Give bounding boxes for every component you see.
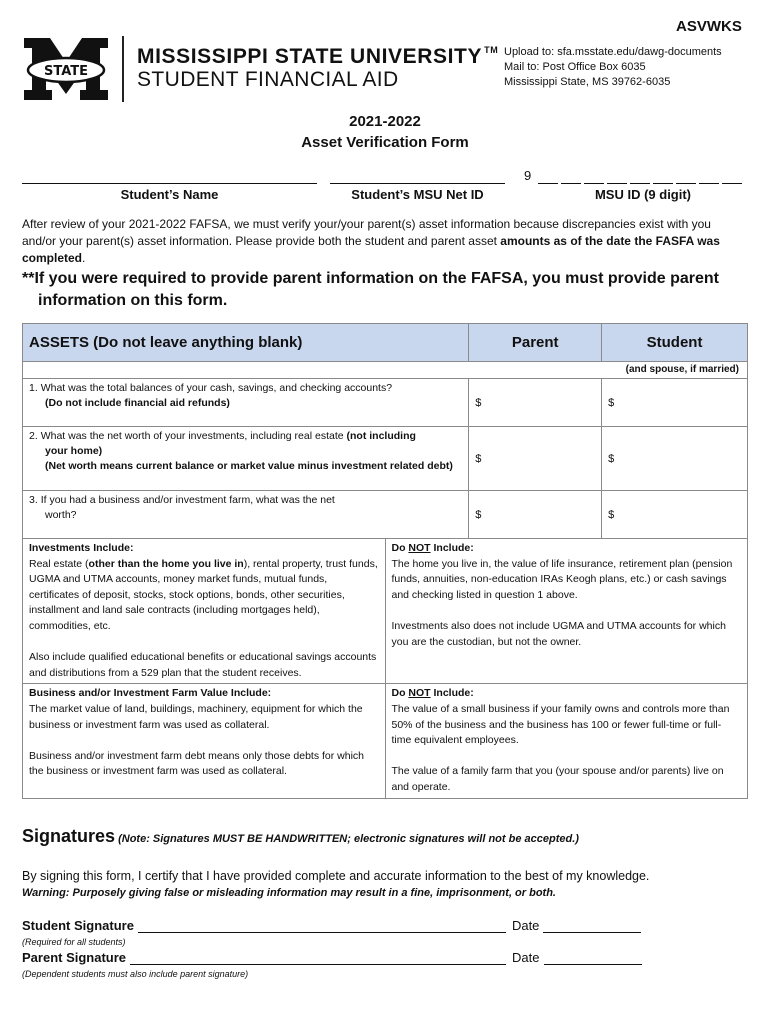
guidance-table — [22, 538, 748, 799]
student-name-label: Student’s Name — [120, 187, 219, 202]
net-id-label: Student’s MSU Net ID — [351, 187, 484, 202]
student-column-header: Student — [602, 324, 748, 362]
q2-student-amount[interactable]: $ — [602, 427, 748, 491]
logo-state-text: STATE — [43, 64, 89, 79]
parent-date-field[interactable] — [544, 951, 642, 965]
question-3: 3. If you had a business and/or investment farm, what was the net worth? — [23, 491, 469, 539]
student-date-label: Date — [511, 918, 540, 933]
student-date-field[interactable] — [543, 919, 641, 933]
assets-header: ASSETS (Do not leave anything blank) — [23, 324, 469, 362]
address-upload: Upload to: sfa.msstate.edu/dawg-documents — [504, 46, 722, 58]
business-exclude-cell: Do NOT Include: The value of a small business if your family owns and controls more than 50% of the business and the business has 100 or fewer full-time or full-time equivalent employees. The value of a family farm that you (your spouse and/or parents) live on and operate. — [385, 684, 748, 798]
q1-student-amount[interactable]: $ — [602, 379, 748, 427]
investments-exclude-cell: Do NOT Include: The home you live in, the value of life insurance, retirement plan (pension funds, annuities, non-education IRAs Keogh plans, etc.) or cash savings and checking listed in question 1 above. Investments also does not include UGMA and UTMA accounts for which you are the custodian, but not the owner. — [385, 539, 748, 684]
msu-id-prefix: 9 — [524, 168, 532, 183]
parent-date-label: Date — [512, 950, 540, 965]
parent-signature-field[interactable] — [130, 951, 506, 965]
msu-id-label: MSU ID (9 digit) — [594, 187, 692, 202]
q2-parent-amount[interactable]: $ — [469, 427, 602, 491]
form-code: ASVWKS — [676, 18, 742, 35]
intro-paragraph: After review of your 2021-2022 FAFSA, we must verify your/your parent(s) asset information because discrepancies exist with you and/or your parent(s) asset information. Please provide both the student and parent asset amounts as of the date the FASFA was completed. — [22, 217, 720, 265]
parent-info-notice: **If you were required to provide parent information on the FAFSA, you must provide parent information on this form. — [22, 270, 719, 309]
parent-signature-row — [22, 950, 642, 965]
signatures-note: (Note: Signatures MUST BE HANDWRITTEN; electronic signatures will not be accepted.) — [115, 833, 579, 845]
assets-table — [22, 323, 748, 539]
signatures-heading: Signatures (Note: Signatures MUST BE HANDWRITTEN; electronic signatures will not be accepted.) — [22, 826, 579, 846]
business-include-cell: Business and/or Investment Farm Value Include: The market value of land, buildings, machinery, equipment for which the business or investment farm was used as collateral. Business and/or investment farm debt means only those debts for which the business or investment farm was used as collateral. — [23, 684, 386, 798]
q1-parent-amount[interactable]: $ — [469, 379, 602, 427]
form-year: 2021-2022 — [349, 113, 421, 130]
warning-text: Warning: Purposely giving false or misleading information may result in a fine, imprisonment, or both. — [22, 887, 556, 899]
address-mail: Mail to: Post Office Box 6035 — [504, 61, 646, 73]
trademark: TM — [484, 44, 499, 55]
parent-signature-label: Parent Signature — [22, 950, 127, 965]
q3-student-amount[interactable]: $ — [602, 491, 748, 539]
form-title: Asset Verification Form — [301, 134, 469, 151]
logo-divider — [122, 36, 124, 102]
certification-text: By signing this form, I certify that I have provided complete and accurate information to the best of my knowledge. — [22, 869, 650, 883]
student-signature-row — [22, 918, 641, 933]
address-city: Mississippi State, MS 39762-6035 — [504, 76, 671, 88]
q3-parent-amount[interactable]: $ — [469, 491, 602, 539]
question-1: 1. What was the total balances of your cash, savings, and checking accounts? (Do not include financial aid refunds) — [23, 379, 469, 427]
question-2: 2. What was the net worth of your investments, including real estate (not including your home) (Net worth means current balance or market value minus investment related debt) — [23, 427, 469, 491]
student-signature-label: Student Signature — [22, 918, 134, 933]
student-spouse-note: (and spouse, if married) — [23, 362, 748, 379]
student-signature-requirement: (Required for all students) — [22, 937, 126, 947]
msu-m-logo — [20, 36, 112, 102]
student-signature-field[interactable] — [138, 919, 506, 933]
investments-include-cell: Investments Include: Real estate (other than the home you live in), rental property, trust funds, UGMA and UTMA accounts, money market funds, mutual funds, certificates of deposit, stocks, stock options, bonds, other securities, installment and land sale contracts (including mortgages held), commodities, etc. Also include qualified educational benefits or educational savings accounts and distributions from a 529 plan that the student receives. — [23, 539, 386, 684]
net-id-field[interactable] — [330, 183, 505, 184]
parent-column-header: Parent — [469, 324, 602, 362]
student-name-field[interactable] — [22, 183, 317, 184]
department-name: STUDENT FINANCIAL AID — [137, 68, 399, 91]
msu-id-field[interactable] — [538, 183, 743, 184]
parent-signature-requirement: (Dependent students must also include parent signature) — [22, 969, 249, 979]
university-name: MISSISSIPPI STATE UNIVERSITY ™ — [137, 44, 499, 69]
